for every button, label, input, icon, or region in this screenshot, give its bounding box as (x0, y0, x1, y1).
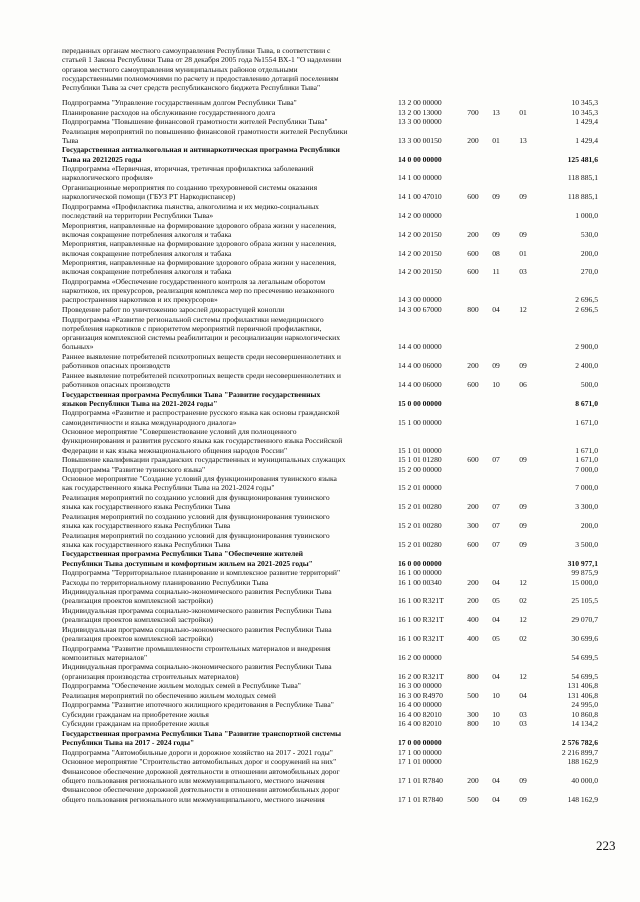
row-rz: 10 (492, 719, 500, 729)
row-code: 14 1 00 47010 (398, 192, 442, 202)
row-pr: 02 (519, 596, 527, 606)
row-vr: 600 (467, 539, 479, 549)
row-sum: 24 995,0 (571, 700, 598, 710)
row-pr: 12 (519, 671, 527, 681)
row-name: Реализация мероприятий по повышению финансовой грамотности жителей Республики Тыва (62, 126, 348, 145)
row-rz: 10 (492, 709, 500, 719)
row-code: 16 4 00 82010 (398, 719, 442, 729)
row-sum: 10 345,3 (571, 107, 598, 117)
row-sum: 310 977,1 (567, 558, 598, 568)
row-name: Планирование расходов на обслуживание государственного долга (62, 107, 276, 117)
row-name: Мероприятия, направленные на формирование здорового образа жизни у населения, включая сокращение потребления алкоголя и табака (62, 220, 337, 239)
row-code: 13 2 00 00000 (398, 98, 442, 107)
row-code: 16 1 00 00000 (398, 568, 442, 578)
row-vr: 300 (467, 521, 479, 531)
row-code: 15 0 00 00000 (398, 398, 442, 408)
row-code: 16 2 00 R321T (398, 671, 444, 681)
row-code: 14 4 00 06000 (398, 361, 442, 371)
row-vr: 600 (467, 455, 479, 465)
row-sum: 200,0 (580, 248, 598, 258)
row-code: 13 3 00 00150 (398, 135, 442, 145)
row-vr: 700 (467, 107, 479, 117)
row-rz: 04 (492, 671, 500, 681)
row-rz: 11 (492, 267, 500, 277)
row-name: Субсидии гражданам на приобретение жилья (62, 709, 209, 719)
row-rz: 07 (492, 502, 500, 512)
row-sum: 500,0 (580, 379, 598, 389)
row-sum: 270,0 (580, 267, 598, 277)
row-vr: 200 (467, 229, 479, 239)
row-pr: 03 (519, 709, 527, 719)
row-rz: 04 (492, 305, 500, 314)
row-pr: 03 (519, 719, 527, 729)
row-code: 14 4 00 06000 (398, 379, 442, 389)
row-sum: 99 875,9 (571, 568, 598, 578)
row-name: Организационные мероприятия по созданию трехуровневой системы оказания наркологической помощи (ГБУЗ РТ Наркодиспансер) (62, 182, 318, 202)
row-code: 17 1 01 00000 (398, 757, 442, 766)
row-name: Подпрограмма "Развитие промышленности строительных материалов и внедрения композитных материалов" (62, 643, 331, 662)
row-vr: 300 (467, 709, 479, 719)
row-code: 15 2 01 00280 (398, 502, 442, 512)
row-name: Индивидуальная программа социально-экономического развития Республики Тыва (организация производства строительных материалов) (62, 662, 332, 681)
row-vr: 800 (467, 305, 479, 314)
row-pr: 12 (519, 305, 527, 314)
row-name: Индивидуальная программа социально-экономического развития Республики Тыва (реализация проектов комплексной застройки) (62, 606, 332, 625)
row-name: Мероприятия, направленные на формирование здорового образа жизни у населения, включая сокращение потребления алкоголя и табака (62, 239, 337, 258)
row-rz: 04 (492, 775, 500, 785)
row-sum: 131 406,8 (567, 681, 598, 691)
row-rz: 09 (492, 229, 500, 239)
row-code: 15 2 00 00000 (398, 464, 442, 474)
row-code: 14 4 00 00000 (398, 342, 442, 352)
row-pr: 06 (519, 379, 527, 389)
row-code: 15 2 01 00280 (398, 521, 442, 531)
row-pr: 09 (519, 539, 527, 549)
row-code: 14 2 00 00000 (398, 210, 442, 220)
row-code: 14 2 00 20150 (398, 229, 442, 239)
row-sum: 1 671,0 (575, 445, 598, 455)
row-sum: 530,0 (580, 229, 598, 239)
row-sum: 10 860,8 (571, 709, 598, 719)
row-vr: 500 (467, 690, 479, 700)
row-name: Государственная антиалкогольная и антинаркотическая программа Республики Тыва на 20212025 годы (62, 145, 340, 164)
row-name: Подпрограмма «Обеспечение государственного контроля за легальным оборотом наркотиков, их прекурсоров, реализация комплекса мер по пресечению незаконного распространения наркотиков и их прекурсоров» (62, 276, 335, 305)
row-pr: 01 (519, 248, 527, 258)
row-pr: 09 (519, 361, 527, 371)
row-code: 16 4 00 82010 (398, 709, 442, 719)
row-vr: 200 (467, 775, 479, 785)
row-vr: 800 (467, 719, 479, 729)
row-name: Государственная программа Республики Тыва "Развитие транспортной системы Республики Тыва на 2017 - 2024 годы" (62, 728, 342, 747)
row-sum: 15 000,0 (571, 577, 598, 587)
row-sum: 118 885,1 (567, 192, 598, 202)
row-code: 14 0 00 00000 (398, 154, 442, 164)
row-name: Реализация мероприятий по созданию условий для функционирования тувинского языка как государственного языка Республики Тыва (62, 511, 330, 531)
row-name: Проведение работ по уничтожению зарослей дикорастущей конопли (62, 305, 285, 314)
row-code: 14 3 00 00000 (398, 295, 442, 305)
row-pr: 09 (519, 229, 527, 239)
row-sum: 200,0 (580, 521, 598, 531)
row-sum: 1 671,0 (575, 455, 598, 465)
row-sum: 2 216 899,7 (561, 747, 598, 757)
row-vr: 600 (467, 379, 479, 389)
row-rz: 01 (492, 135, 500, 145)
row-vr: 600 (467, 267, 479, 277)
row-name: Основное мероприятие "Строительство автомобильных дорог и сооружений на них" (62, 757, 337, 766)
row-name: Мероприятия, направленные на формирование здорового образа жизни у населения, включая сокращение потребления алкоголя и табака (62, 258, 337, 277)
row-rz: 09 (492, 192, 500, 202)
row-sum: 188 162,9 (567, 757, 598, 766)
row-name: Раннее выявление потребителей психотропных веществ среди несовершеннолетних и работников опасных производств (62, 370, 341, 389)
row-name: Расходы по территориальному планированию Республики Тыва (62, 577, 269, 587)
row-sum: 1 429,4 (575, 135, 598, 145)
row-code: 17 1 01 R7840 (398, 775, 443, 785)
row-code: 15 2 01 00000 (398, 483, 442, 493)
row-pr: 12 (519, 577, 527, 587)
row-vr: 600 (467, 192, 479, 202)
row-sum: 14 134,2 (571, 719, 598, 729)
row-rz: 04 (492, 794, 500, 804)
row-sum: 2 696,5 (575, 295, 598, 305)
row-sum: 40 000,0 (571, 775, 598, 785)
row-code: 15 1 01 01280 (398, 455, 442, 465)
row-name: Подпрограмма «Развитие и распространение русского языка как основы гражданской самоидентичности и языка международного диалога» (62, 408, 340, 427)
row-name: Государственная программа Республики Тыва "Обеспечение жителей Республики Тыва доступным и комфортным жильем на 2021-2025 годы" (62, 549, 313, 568)
row-name: Подпрограмма «Профилактика пьянства, алкоголизма и их медико-социальных последствий на территории Республики Тыва» (62, 201, 319, 220)
row-vr: 800 (467, 671, 479, 681)
row-sum: 2 576 782,6 (561, 737, 598, 747)
row-name: Основное мероприятие "Создание условий для функционирования тувинского языка как государственного языка Республики Тыва на 2021-2024 годы" (62, 474, 337, 493)
intro-text: переданных органам местного самоуправления Республики Тыва, в соответствии с статьей 1 Закона Республики Тыва от 28 декабря 2005 года №1554 ВХ-1 "О наделении органов местного самоуправления муниципальных районов отдельными государственными полномочиями по расчету и предоставлению дотаций поселениям Республики Тыва за счет средств республиканского бюджета Республики Тыва" (62, 46, 342, 93)
row-code: 13 2 00 13000 (398, 107, 442, 117)
page-number: 223 (596, 838, 616, 853)
row-name: Раннее выявление потребителей психотропных веществ среди несовершеннолетних и работников опасных производств (62, 351, 341, 371)
row-rz: 10 (492, 379, 500, 389)
row-code: 16 0 00 00000 (398, 558, 442, 568)
row-name: Подпрограмма «Первичная, вторичная, третичная профилактика заболеваний наркологического профиля» (62, 164, 314, 183)
row-name: Основное мероприятие "Совершенствование условий для полноценного функционирования и развития русского языка как государственного языка Российской Федерации и как языка межнационального общения народов России" (62, 427, 343, 455)
row-vr: 200 (467, 361, 479, 371)
row-vr: 200 (467, 135, 479, 145)
row-pr: 13 (519, 135, 527, 145)
row-code: 17 0 00 00000 (398, 737, 442, 747)
row-sum: 54 699,5 (571, 671, 598, 681)
row-name: Подпрограмма "Развитие ипотечного жилищного кредитования в Республике Тыва" (62, 700, 334, 710)
row-code: 16 2 00 00000 (398, 652, 442, 662)
row-pr: 09 (519, 794, 527, 804)
row-rz: 09 (492, 361, 500, 371)
row-code: 14 2 00 20150 (398, 248, 442, 258)
row-sum: 148 162,9 (567, 794, 598, 804)
row-sum: 7 000,0 (575, 464, 598, 474)
row-rz: 07 (492, 455, 500, 465)
row-code: 16 1 00 R321T (398, 596, 444, 606)
row-sum: 2 900,0 (575, 342, 598, 352)
row-rz: 05 (492, 596, 500, 606)
row-rz: 05 (492, 634, 500, 644)
row-rz: 08 (492, 248, 500, 258)
row-code: 16 1 00 00340 (398, 577, 442, 587)
row-code: 16 4 00 00000 (398, 700, 442, 710)
row-vr: 200 (467, 596, 479, 606)
row-name: Подпрограмма "Автомобильные дороги и дорожное хозяйство на 2017 - 2021 годы" (62, 747, 333, 757)
row-pr: 12 (519, 615, 527, 625)
row-name: Субсидии гражданам на приобретение жилья (62, 719, 209, 729)
row-name: Реализация мероприятий по обеспечению жильем молодых семей (62, 690, 276, 700)
row-pr: 09 (519, 192, 527, 202)
row-name: Подпрограмма "Обеспечение жильем молодых семей в Республике Тыва" (62, 681, 301, 691)
row-sum: 3 300,0 (575, 502, 598, 512)
row-sum: 8 671,0 (575, 398, 598, 408)
row-name: Подпрограмма «Развитие региональной системы профилактики немедицинского потребления наркотиков с приоритетом мероприятий первичной профилактики, организация комплексной системы реабилитации и ресоциализации наркологических больных» (62, 314, 341, 352)
row-code: 16 1 00 R321T (398, 615, 444, 625)
row-sum: 118 885,1 (567, 173, 598, 183)
row-sum: 131 406,8 (567, 690, 598, 700)
row-pr: 04 (519, 690, 527, 700)
row-vr: 500 (467, 794, 479, 804)
row-sum: 1 671,0 (575, 417, 598, 427)
row-pr: 09 (519, 502, 527, 512)
row-code: 13 3 00 00000 (398, 117, 442, 126)
row-rz: 04 (492, 577, 500, 587)
row-code: 15 1 00 00000 (398, 417, 442, 427)
row-vr: 400 (467, 615, 479, 625)
row-code: 16 3 00 R4970 (398, 690, 443, 700)
row-sum: 1 429,4 (575, 117, 598, 126)
row-rz: 07 (492, 521, 500, 531)
row-sum: 25 105,5 (571, 596, 598, 606)
row-name: Подпрограмма "Территориальное планирование и комплексное развитие территорий" (62, 568, 341, 578)
row-sum: 2 696,5 (575, 305, 598, 314)
row-rz: 07 (492, 539, 500, 549)
row-name: Индивидуальная программа социально-экономического развития Республики Тыва (реализация проектов комплексной застройки) (62, 624, 332, 644)
row-pr: 02 (519, 634, 527, 644)
row-code: 15 1 01 00000 (398, 445, 442, 455)
row-name: Подпрограмма "Развитие тувинского языка" (62, 464, 206, 474)
row-code: 14 2 00 20150 (398, 267, 442, 277)
row-vr: 400 (467, 634, 479, 644)
row-code: 17 1 00 00000 (398, 747, 442, 757)
row-pr: 09 (519, 775, 527, 785)
row-name: Финансовое обеспечение дорожной деятельности в отношении автомобильных дорог общего пользования регионального или межмуниципального, местного значения (62, 766, 340, 785)
row-name: Государственная программа Республики Тыва "Развитие государственных языков Республики Тыва на 2021-2024 годы" (62, 389, 321, 408)
row-name: Финансовое обеспечение дорожной деятельности в отношении автомобильных дорог общего пользования регионального или межмуниципального, местного значения (62, 785, 340, 804)
row-name: Подпрограмма "Управление государственным долгом Республики Тыва" (62, 98, 297, 107)
row-pr: 03 (519, 267, 527, 277)
row-name: Подпрограмма "Повышение финансовой грамотности жителей Республики Тыва" (62, 117, 328, 126)
row-sum: 125 481,6 (567, 154, 598, 164)
row-pr: 09 (519, 455, 527, 465)
row-pr: 09 (519, 521, 527, 531)
row-code: 14 1 00 00000 (398, 173, 442, 183)
row-rz: 13 (492, 107, 500, 117)
row-sum: 1 000,0 (575, 210, 598, 220)
row-name: Реализация мероприятий по созданию условий для функционирования тувинского языка как государственного языка Республики Тыва (62, 530, 330, 549)
row-code: 16 3 00 00000 (398, 681, 442, 691)
row-sum: 54 699,5 (571, 652, 598, 662)
row-code: 15 2 01 00280 (398, 539, 442, 549)
row-sum: 7 000,0 (575, 483, 598, 493)
row-sum: 30 699,6 (571, 634, 598, 644)
row-vr: 200 (467, 502, 479, 512)
row-name: Индивидуальная программа социально-экономического развития Республики Тыва (реализация проектов комплексной застройки) (62, 587, 332, 606)
row-name: Повышение квалификации гражданских государственных и муниципальных служащих (62, 455, 346, 465)
row-sum: 2 400,0 (575, 361, 598, 371)
row-name: Реализация мероприятий по созданию условий для функционирования тувинского языка как государственного языка Республики Тыва (62, 493, 330, 512)
row-code: 16 1 00 R321T (398, 634, 444, 644)
row-pr: 01 (519, 107, 527, 117)
row-sum: 10 345,3 (571, 98, 598, 107)
row-rz: 04 (492, 615, 500, 625)
row-sum: 3 500,0 (575, 539, 598, 549)
row-code: 14 3 00 67000 (398, 305, 442, 314)
row-rz: 10 (492, 690, 500, 700)
row-sum: 29 070,7 (571, 615, 598, 625)
row-vr: 600 (467, 248, 479, 258)
row-code: 17 1 01 R7840 (398, 794, 443, 804)
row-vr: 200 (467, 577, 479, 587)
